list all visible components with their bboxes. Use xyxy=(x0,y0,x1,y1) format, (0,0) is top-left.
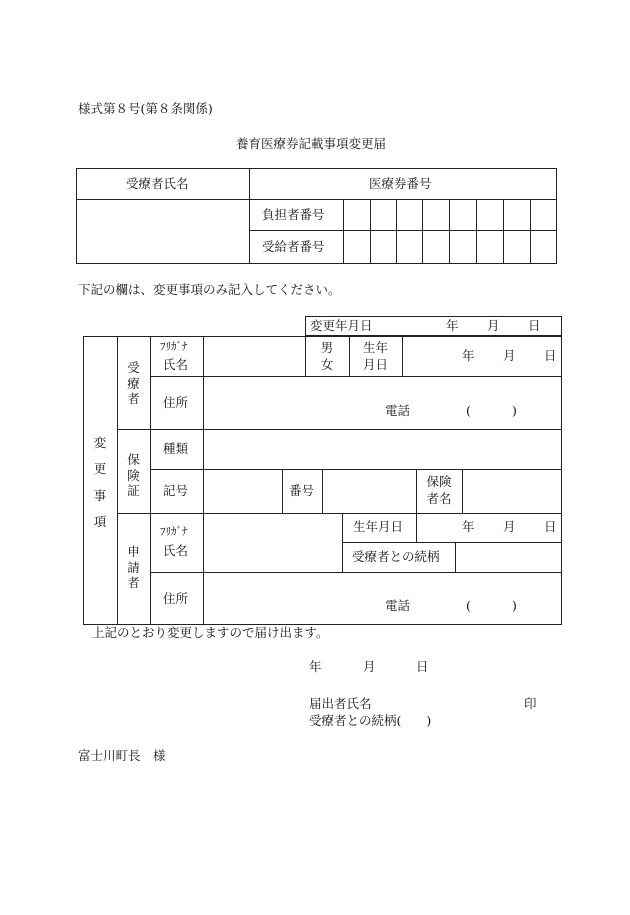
statement-text: 上記のとおり変更しますので届け出ます。 xyxy=(92,625,329,640)
patient-address-label: 住所 xyxy=(163,395,189,410)
beneficiary-number-label: 受給者番号 xyxy=(262,239,325,254)
seal-label: 印 xyxy=(524,696,537,711)
form-title: 養育医療券記載事項変更届 xyxy=(236,136,387,151)
patient-birth-year: 年 xyxy=(462,348,475,363)
change-date-day: 日 xyxy=(528,318,541,333)
patient-group-label: 受 療 者 xyxy=(127,360,140,407)
change-date-month: 月 xyxy=(487,318,500,333)
applicant-birth-year: 年 xyxy=(462,519,475,534)
submit-year: 年 xyxy=(309,659,322,674)
applicant-furigana-label: ﾌﾘｶﾞﾅ xyxy=(160,525,188,538)
insurance-group-label: 保 険 証 xyxy=(127,452,140,499)
applicant-birth-month: 月 xyxy=(503,519,516,534)
applicant-group-label: 申 請 者 xyxy=(127,544,140,591)
applicant-relation-label: 受療者との続柄 xyxy=(352,549,440,564)
recipient-name-label: 受療者氏名 xyxy=(126,176,189,191)
change-date-label: 変更年月日 xyxy=(310,318,373,333)
submit-day: 日 xyxy=(416,659,429,674)
instruction-text: 下記の欄は、変更事項のみ記入してください。 xyxy=(78,282,341,297)
change-items-label: 変 更 事 項 xyxy=(93,435,107,529)
patient-birth-month: 月 xyxy=(503,348,516,363)
applicant-name-label: 氏名 xyxy=(163,543,189,558)
patient-birth-label: 生年 月日 xyxy=(362,340,388,372)
patient-sex-label: 男 女 xyxy=(320,340,334,372)
patient-furigana-label: ﾌﾘｶﾞﾅ xyxy=(160,340,188,353)
patient-phone-label: 電話 xyxy=(385,403,411,418)
relation-field-label: 受療者との続柄( ) xyxy=(309,713,432,728)
patient-phone-paren-close: ) xyxy=(512,403,517,418)
applicant-birth-label: 生年月日 xyxy=(353,519,404,534)
applicant-birth-day: 日 xyxy=(544,519,557,534)
insurance-number-label: 番号 xyxy=(289,483,315,498)
addressee-text: 富士川町長 様 xyxy=(78,748,166,763)
applicant-address-label: 住所 xyxy=(163,591,189,606)
submit-month: 月 xyxy=(363,659,376,674)
card-number-label: 医療券番号 xyxy=(369,176,432,191)
patient-birth-day: 日 xyxy=(544,348,557,363)
applicant-name-field-label: 届出者氏名 xyxy=(309,696,372,711)
insurance-symbol-label: 記号 xyxy=(163,483,189,498)
insurance-kind-label: 種類 xyxy=(163,441,189,456)
applicant-phone-label: 電話 xyxy=(385,598,411,613)
applicant-phone-paren-close: ) xyxy=(512,598,517,613)
form-number: 様式第８号(第８条関係) xyxy=(78,101,213,116)
change-date-year: 年 xyxy=(446,318,459,333)
applicant-phone-paren-open: ( xyxy=(466,598,471,613)
patient-phone-paren-open: ( xyxy=(466,403,471,418)
insurer-name-label: 保険 者名 xyxy=(426,474,452,506)
patient-name-label: 氏名 xyxy=(163,357,189,372)
payer-number-label: 負担者番号 xyxy=(262,207,325,222)
